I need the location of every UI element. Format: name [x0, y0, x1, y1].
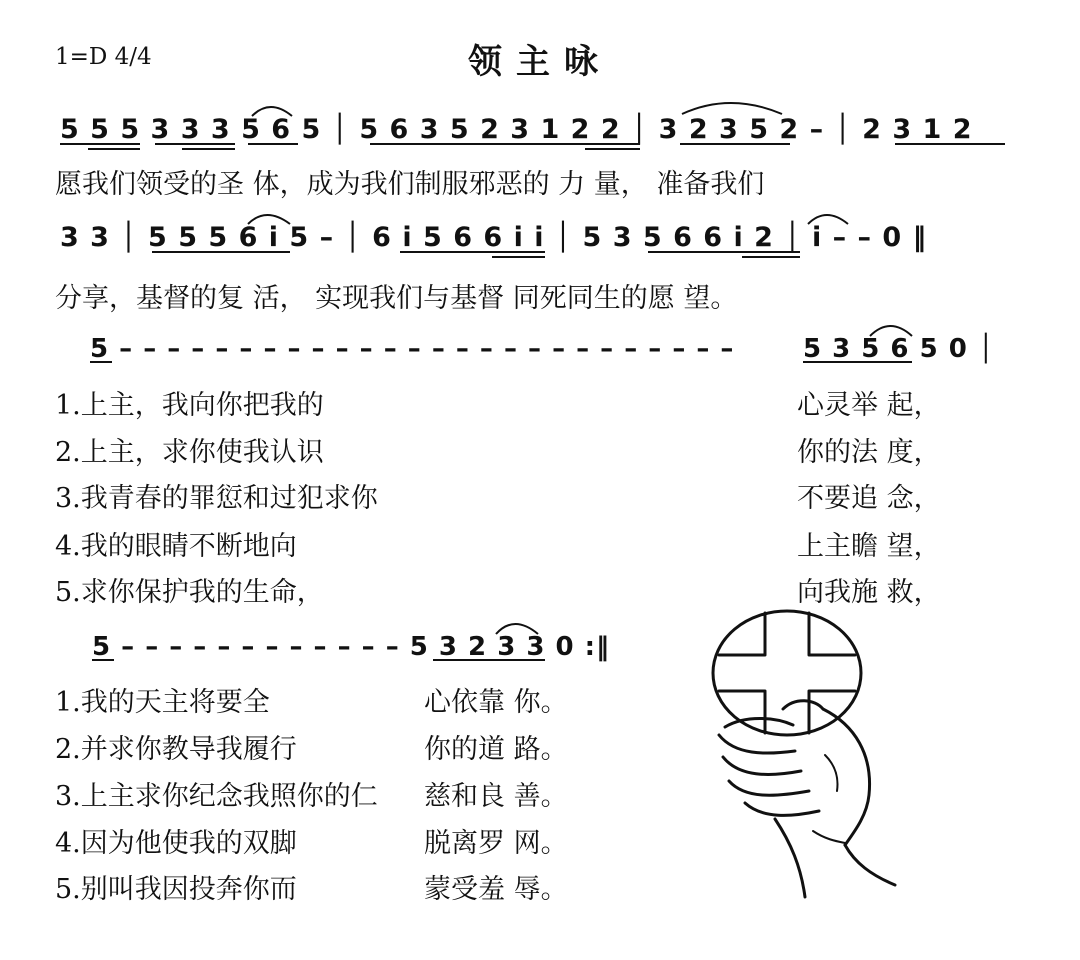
slur-mark — [870, 326, 912, 336]
score-line-2-lyrics: 分享，基督的复 活， 实现我们与基督 同死同生的愿 望。 — [55, 283, 738, 314]
page-title: 领主咏 — [468, 42, 612, 82]
refrain-1-verse-5-left: 5.求你保护我的生命， — [55, 577, 324, 608]
refrain-2-verse-1-right: 心依靠 你。 — [424, 687, 568, 718]
refrain-2-verse-3-left: 3.上主求你纪念我照你的仁 — [55, 781, 378, 812]
slur-mark — [682, 103, 782, 114]
refrain-2-verse-4-right: 脱离罗 网。 — [424, 828, 568, 859]
refrain-1-verse-4-right: 上主瞻 望， — [797, 531, 941, 562]
refrain-2-verse-5-right: 蒙受羞 辱。 — [424, 874, 568, 905]
score-line-2-notes: 3 3 │ 5 5 5 6 i 5 – │ 6 i 5 6 6 i i │ 5 3 5 6 6 i 2 │ i – – 0 ‖ — [60, 222, 928, 253]
refrain-1-verse-1-right: 心灵举 起， — [797, 390, 941, 421]
slur-mark — [496, 624, 538, 634]
refrain-2-notes: 5 – – – – – – – – – – – – 5 3 2 3 3 0 :‖ — [92, 632, 611, 662]
refrain-1-notes-start: 5 – – – – – – – – – – – – – – – – – – – – – – – – – – — [90, 334, 735, 364]
slur-mark — [248, 215, 290, 224]
refrain-1-notes-end: 5 3 5 6 5 0 │ — [803, 334, 995, 364]
key-signature: 1=D 4/4 — [55, 44, 152, 70]
score-line-1-notes: 5 5 5 3 3 3 5 6 5 │ 5 6 3 5 2 3 1 2 2 │ 3 2 3 5 2 – │ 2 3 1 2 — [60, 114, 973, 145]
refrain-1-verse-2-left: 2.上主，求你使我认识 — [55, 437, 324, 468]
slur-mark — [808, 215, 848, 224]
refrain-1-verse-4-left: 4.我的眼睛不断地向 — [55, 531, 297, 562]
refrain-2-verse-2-right: 你的道 路。 — [424, 734, 568, 765]
refrain-1-verse-3-left: 3.我青春的罪愆和过犯求你 — [55, 483, 378, 514]
refrain-2-verse-4-left: 4.因为他使我的双脚 — [55, 828, 297, 859]
refrain-1-verse-2-right: 你的法 度， — [797, 437, 941, 468]
refrain-1-verse-5-right: 向我施 救， — [797, 577, 941, 608]
refrain-1-verse-3-right: 不要追 念， — [797, 483, 941, 514]
refrain-2-verse-1-left: 1.我的天主将要全 — [55, 687, 270, 718]
refrain-2-verse-3-right: 慈和良 善。 — [424, 781, 568, 812]
score-line-1-lyrics: 愿我们领受的圣 体，成为我们制服邪恶的 力 量， 准备我们 — [55, 169, 765, 200]
refrain-2-verse-2-left: 2.并求你教导我履行 — [55, 734, 297, 765]
hand-holding-host-icon — [705, 605, 905, 905]
refrain-2-verse-5-left: 5.别叫我因投奔你而 — [55, 874, 297, 905]
slur-mark — [252, 107, 292, 116]
refrain-1-verse-1-left: 1.上主，我向你把我的 — [55, 390, 324, 421]
